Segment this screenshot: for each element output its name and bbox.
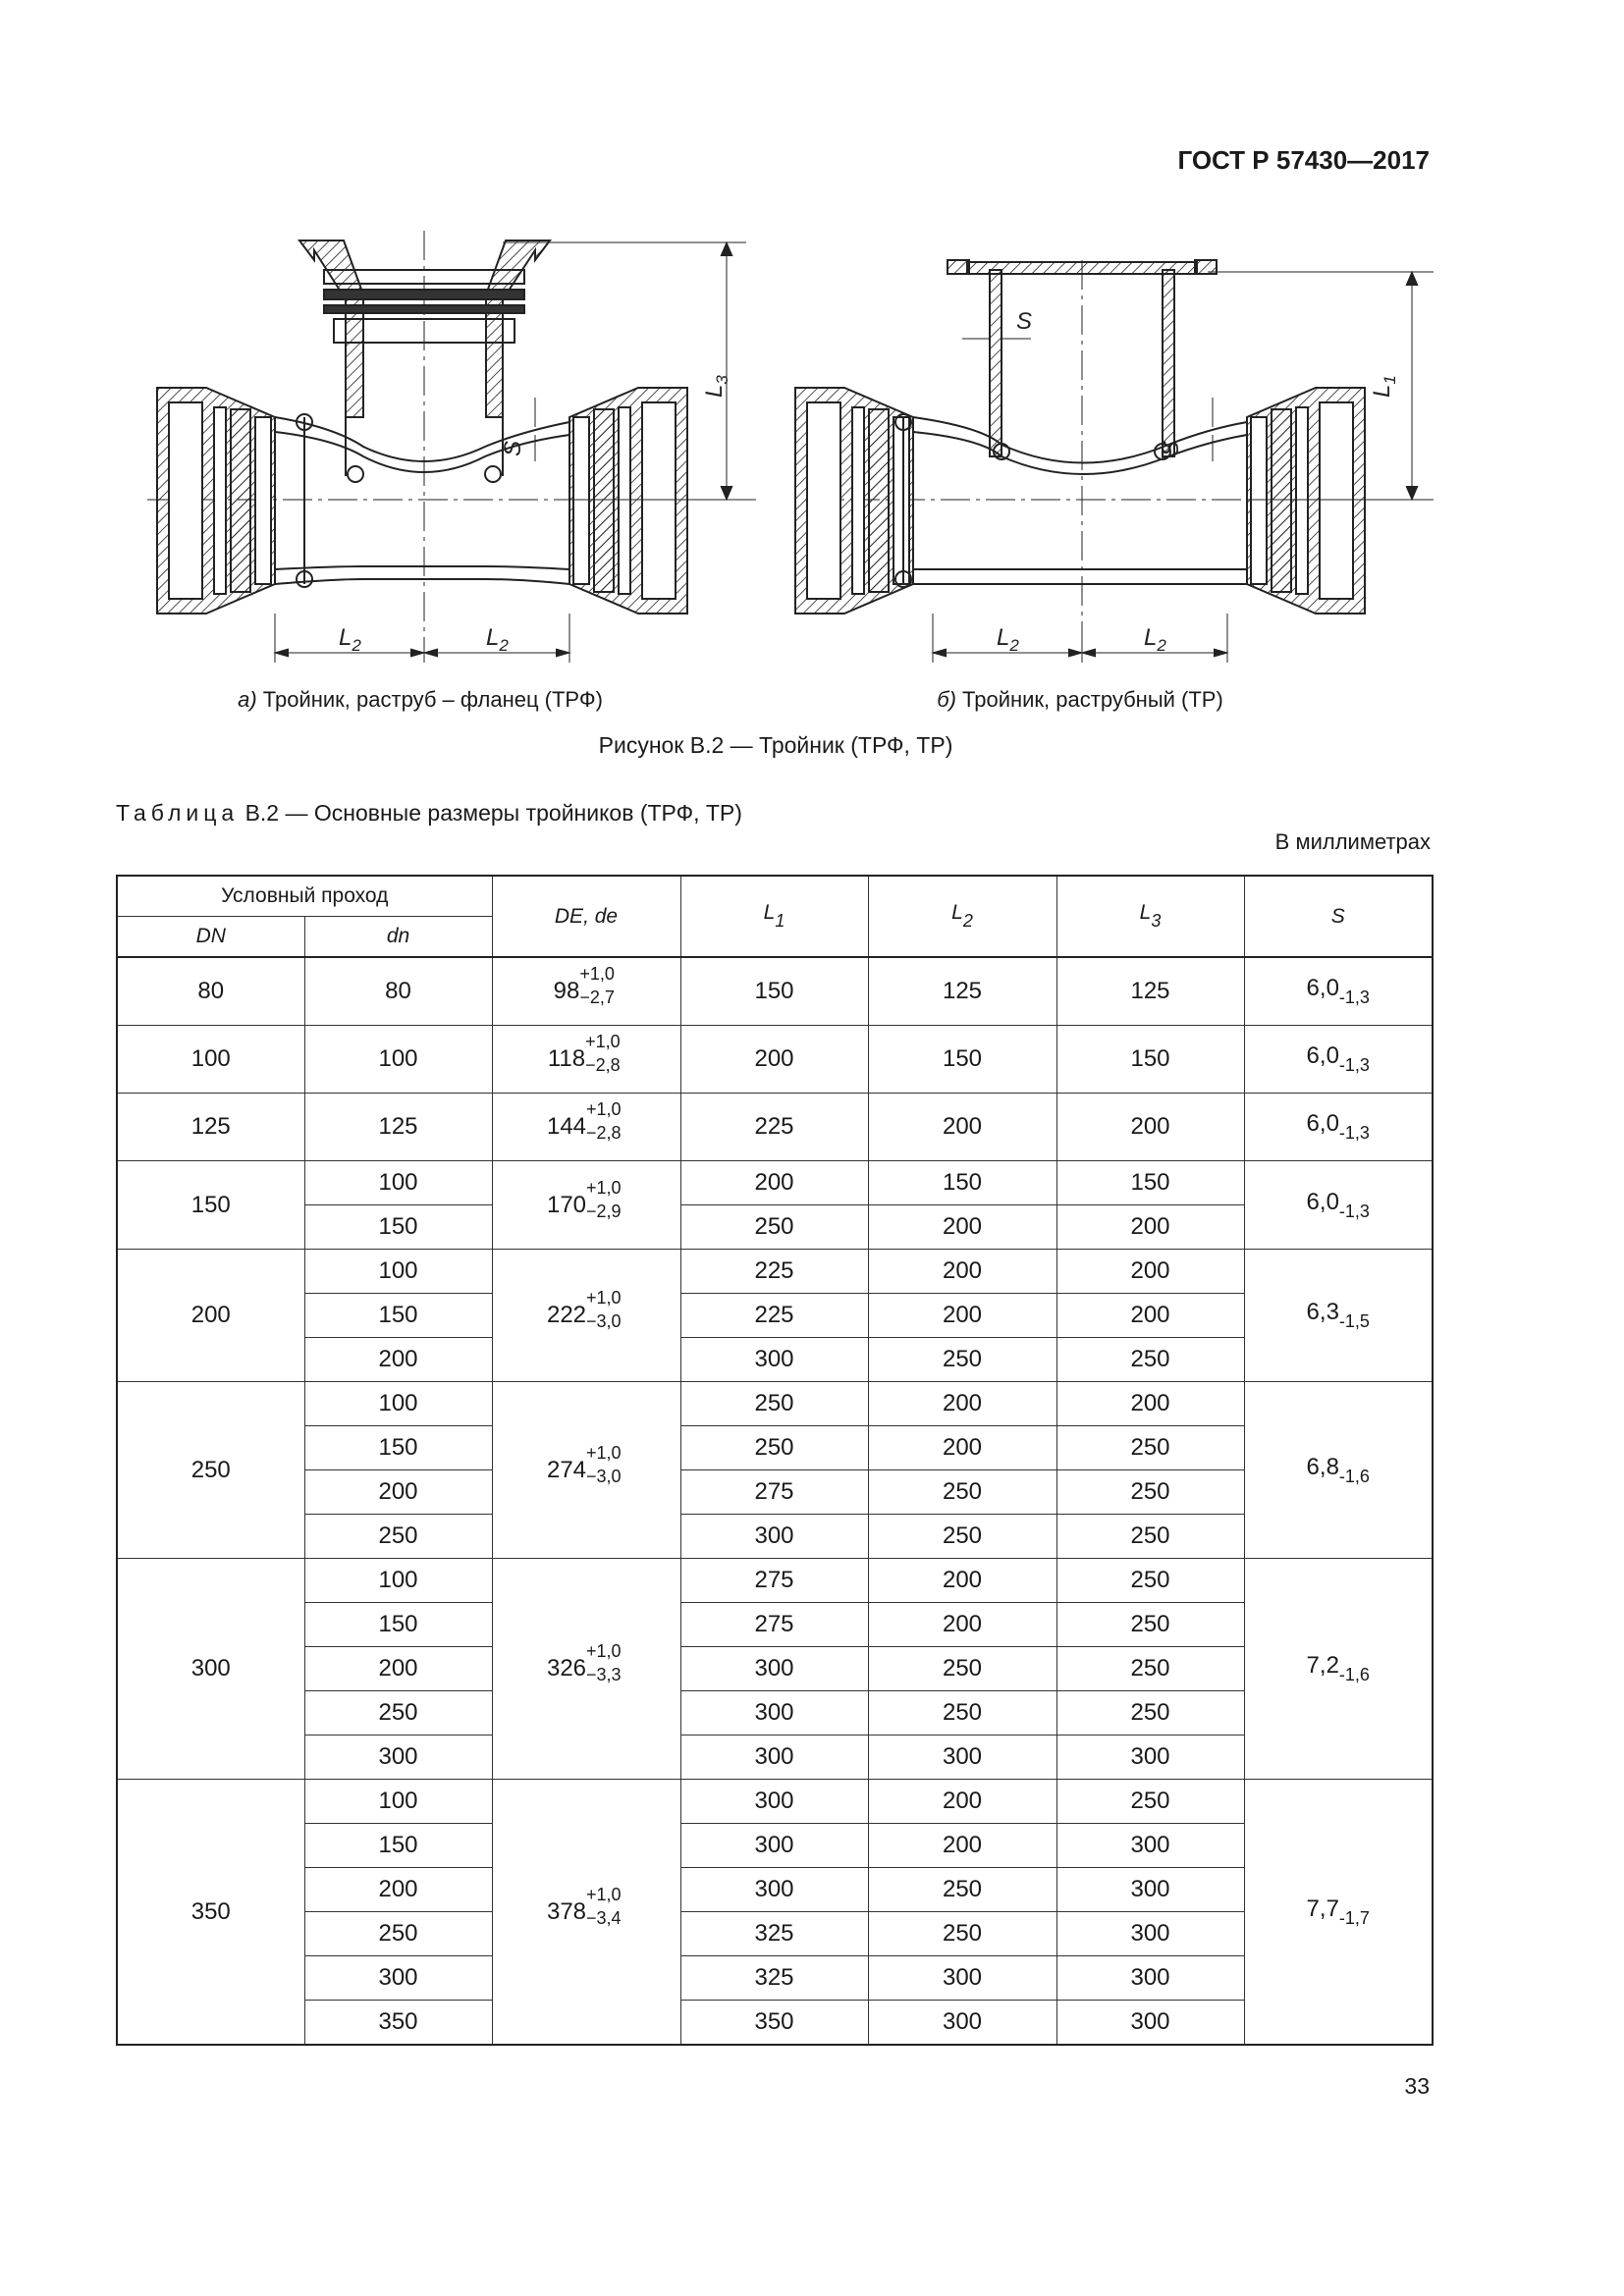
cell-l1: 325 [680, 1956, 868, 2001]
cell-dn-branch: 250 [304, 1515, 492, 1559]
cell-l2: 200 [868, 1205, 1056, 1250]
cell-l1: 225 [680, 1250, 868, 1294]
cell-s: $7,7_{-1,7}$ [1244, 1780, 1433, 2046]
cell-l3: 300 [1056, 1868, 1244, 1912]
cell-de: 118 +1,0 −2,8 [492, 1026, 680, 1094]
cell-l2: 250 [868, 1515, 1056, 1559]
table-row [117, 1161, 1433, 1205]
dim-label-l2: $L_2$ [339, 624, 361, 655]
cell-s: $6,8_{-1,6}$ [1244, 1382, 1433, 1559]
header-l1: L1 [680, 876, 868, 957]
cell-l3: 300 [1056, 1824, 1244, 1868]
cell-l2: 300 [868, 1956, 1056, 2001]
cell-l3: 200 [1056, 1382, 1244, 1426]
table-row [117, 1868, 1433, 1912]
cell-s: $6,0_{-1,3}$ [1244, 1026, 1433, 1094]
cell-l3: 250 [1056, 1426, 1244, 1470]
cell-l2: 150 [868, 1161, 1056, 1205]
cell-dn-branch: 250 [304, 1912, 492, 1956]
cell-l2: 250 [868, 1470, 1056, 1515]
cell-l2: 150 [868, 1026, 1056, 1094]
cell-s: $6,0_{-1,3}$ [1244, 1094, 1433, 1161]
figure-b-drawing [795, 260, 1434, 663]
cell-l1: 250 [680, 1426, 868, 1470]
cell-l2: 200 [868, 1294, 1056, 1338]
cell-l3: 300 [1056, 2001, 1244, 2046]
cell-dn-branch: 200 [304, 1868, 492, 1912]
cell-dn-branch: 300 [304, 1956, 492, 2001]
cell-l1: 300 [680, 1338, 868, 1382]
cell-dn: 350 [117, 1780, 304, 2046]
cell-l1: 350 [680, 2001, 868, 2046]
cell-l3: 200 [1056, 1094, 1244, 1161]
cell-l2: 250 [868, 1691, 1056, 1735]
cell-l3: 250 [1056, 1338, 1244, 1382]
table-row [117, 1250, 1433, 1294]
cell-l1: 150 [680, 957, 868, 1026]
cell-de: 144 +1,0 −2,8 [492, 1094, 680, 1161]
table-row [117, 1603, 1433, 1647]
cell-l3: 150 [1056, 1026, 1244, 1094]
cell-l3: 125 [1056, 957, 1244, 1026]
figure-a-caption: а) Тройник, раструб – фланец (ТРФ) [238, 687, 603, 712]
cell-l1: 200 [680, 1161, 868, 1205]
table-row [117, 1780, 1433, 1824]
table-row [117, 1338, 1433, 1382]
cell-dn-branch: 200 [304, 1647, 492, 1691]
cell-dn: 150 [117, 1161, 304, 1250]
cell-s: $6,0_{-1,3}$ [1244, 1161, 1433, 1250]
dim-label-l3: $L_3$ [701, 375, 731, 398]
cell-l1: 300 [680, 1868, 868, 1912]
cell-dn-branch: 100 [304, 1250, 492, 1294]
page-number: 33 [1404, 2073, 1430, 2099]
figure-a-drawing [147, 231, 756, 663]
table-row [117, 1382, 1433, 1426]
dim-label-s: S [500, 440, 526, 456]
cell-l2: 250 [868, 1338, 1056, 1382]
cell-dn-branch: 350 [304, 2001, 492, 2046]
cell-dn-branch: 200 [304, 1470, 492, 1515]
cell-dn: 250 [117, 1382, 304, 1559]
cell-l3: 250 [1056, 1470, 1244, 1515]
dimensions-table [116, 875, 1434, 2046]
dim-label-s: S [1016, 308, 1033, 335]
cell-l1: 300 [680, 1515, 868, 1559]
cell-dn-branch: 80 [304, 957, 492, 1026]
table-row [117, 1824, 1433, 1868]
cell-dn-branch: 100 [304, 1780, 492, 1824]
cell-l1: 325 [680, 1912, 868, 1956]
cell-s: $6,0_{-1,3}$ [1244, 957, 1433, 1026]
dim-label-l2: $L_2$ [1144, 624, 1166, 655]
cell-de: 326 +1,0 −3,3 [492, 1559, 680, 1780]
cell-de: 98 +1,0 −2,7 [492, 957, 680, 1026]
cell-l2: 200 [868, 1426, 1056, 1470]
cell-l1: 225 [680, 1294, 868, 1338]
cell-dn: 300 [117, 1559, 304, 1780]
table-title: Таблица В.2 — Основные размеры тройников (ТРФ, ТР) [116, 800, 742, 826]
cell-dn-branch: 150 [304, 1426, 492, 1470]
table-row [117, 1691, 1433, 1735]
figure-b-caption: б) Тройник, раструбный (ТР) [937, 687, 1223, 712]
cell-l1: 250 [680, 1205, 868, 1250]
table-row [117, 1470, 1433, 1515]
header-l3: L3 [1056, 876, 1244, 957]
cell-l2: 300 [868, 2001, 1056, 2046]
cell-l1: 275 [680, 1470, 868, 1515]
table-row [117, 1559, 1433, 1603]
cell-l1: 300 [680, 1824, 868, 1868]
table-row [117, 2001, 1433, 2046]
cell-l2: 250 [868, 1912, 1056, 1956]
cell-l3: 250 [1056, 1603, 1244, 1647]
cell-l2: 200 [868, 1250, 1056, 1294]
cell-l1: 275 [680, 1603, 868, 1647]
cell-l3: 250 [1056, 1647, 1244, 1691]
cell-l3: 250 [1056, 1691, 1244, 1735]
dim-label-s: S [1158, 440, 1184, 456]
cell-l3: 300 [1056, 1912, 1244, 1956]
cell-l3: 200 [1056, 1205, 1244, 1250]
cell-l2: 125 [868, 957, 1056, 1026]
cell-dn-branch: 200 [304, 1338, 492, 1382]
cell-de: 274 +1,0 −3,0 [492, 1382, 680, 1559]
table-units: В миллиметрах [1274, 829, 1431, 854]
cell-l1: 200 [680, 1026, 868, 1094]
table-row [117, 957, 1433, 1026]
cell-l2: 300 [868, 1735, 1056, 1780]
cell-s: $7,2_{-1,6}$ [1244, 1559, 1433, 1780]
figure-title: Рисунок В.2 — Тройник (ТРФ, ТР) [598, 732, 953, 758]
document-id: ГОСТ Р 57430—2017 [1177, 145, 1430, 175]
dim-label-l2: $L_2$ [997, 624, 1019, 655]
cell-l3: 300 [1056, 1735, 1244, 1780]
cell-l3: 250 [1056, 1515, 1244, 1559]
cell-l2: 200 [868, 1780, 1056, 1824]
cell-dn-branch: 150 [304, 1205, 492, 1250]
cell-l2: 200 [868, 1559, 1056, 1603]
header-s: S [1244, 876, 1433, 957]
cell-de: 170 +1,0 −2,9 [492, 1161, 680, 1250]
cell-dn-branch: 150 [304, 1603, 492, 1647]
cell-l1: 300 [680, 1735, 868, 1780]
cell-dn-branch: 100 [304, 1559, 492, 1603]
cell-dn: 100 [117, 1026, 304, 1094]
table-row [117, 1647, 1433, 1691]
header-dn-lower: dn [304, 917, 492, 958]
cell-l2: 200 [868, 1824, 1056, 1868]
cell-de: 378 +1,0 −3,4 [492, 1780, 680, 2046]
cell-l2: 250 [868, 1647, 1056, 1691]
dim-label-l1: $L_1$ [1369, 375, 1399, 398]
cell-l3: 150 [1056, 1161, 1244, 1205]
cell-dn: 125 [117, 1094, 304, 1161]
table-row [117, 1912, 1433, 1956]
cell-l1: 225 [680, 1094, 868, 1161]
cell-l2: 200 [868, 1094, 1056, 1161]
tee-drawings [137, 221, 1434, 751]
cell-dn-branch: 250 [304, 1691, 492, 1735]
cell-l3: 250 [1056, 1780, 1244, 1824]
table-row [117, 1026, 1433, 1094]
table-row [117, 1735, 1433, 1780]
cell-l3: 250 [1056, 1559, 1244, 1603]
table-row [117, 1426, 1433, 1470]
table-row [117, 1515, 1433, 1559]
table-row [117, 1094, 1433, 1161]
table-row [117, 1205, 1433, 1250]
cell-l1: 300 [680, 1647, 868, 1691]
header-dn-upper: DN [117, 917, 304, 958]
cell-l1: 275 [680, 1559, 868, 1603]
cell-l1: 300 [680, 1691, 868, 1735]
cell-dn-branch: 150 [304, 1824, 492, 1868]
cell-dn-branch: 100 [304, 1161, 492, 1205]
cell-dn-branch: 100 [304, 1382, 492, 1426]
dim-label-l2: $L_2$ [486, 624, 509, 655]
cell-l2: 250 [868, 1868, 1056, 1912]
cell-dn: 200 [117, 1250, 304, 1382]
cell-dn-branch: 125 [304, 1094, 492, 1161]
table-row [117, 1956, 1433, 2001]
cell-l3: 200 [1056, 1250, 1244, 1294]
cell-dn-branch: 300 [304, 1735, 492, 1780]
header-l2: L2 [868, 876, 1056, 957]
cell-dn: 80 [117, 957, 304, 1026]
cell-de: 222 +1,0 −3,0 [492, 1250, 680, 1382]
cell-l1: 300 [680, 1780, 868, 1824]
header-de: DE, de [492, 876, 680, 957]
cell-l1: 250 [680, 1382, 868, 1426]
cell-s: $6,3_{-1,5}$ [1244, 1250, 1433, 1382]
cell-dn-branch: 150 [304, 1294, 492, 1338]
table-row [117, 1294, 1433, 1338]
cell-l3: 200 [1056, 1294, 1244, 1338]
cell-l2: 200 [868, 1603, 1056, 1647]
cell-l3: 300 [1056, 1956, 1244, 2001]
header-nominal: Условный проход [117, 876, 492, 917]
cell-dn-branch: 100 [304, 1026, 492, 1094]
cell-l2: 200 [868, 1382, 1056, 1426]
